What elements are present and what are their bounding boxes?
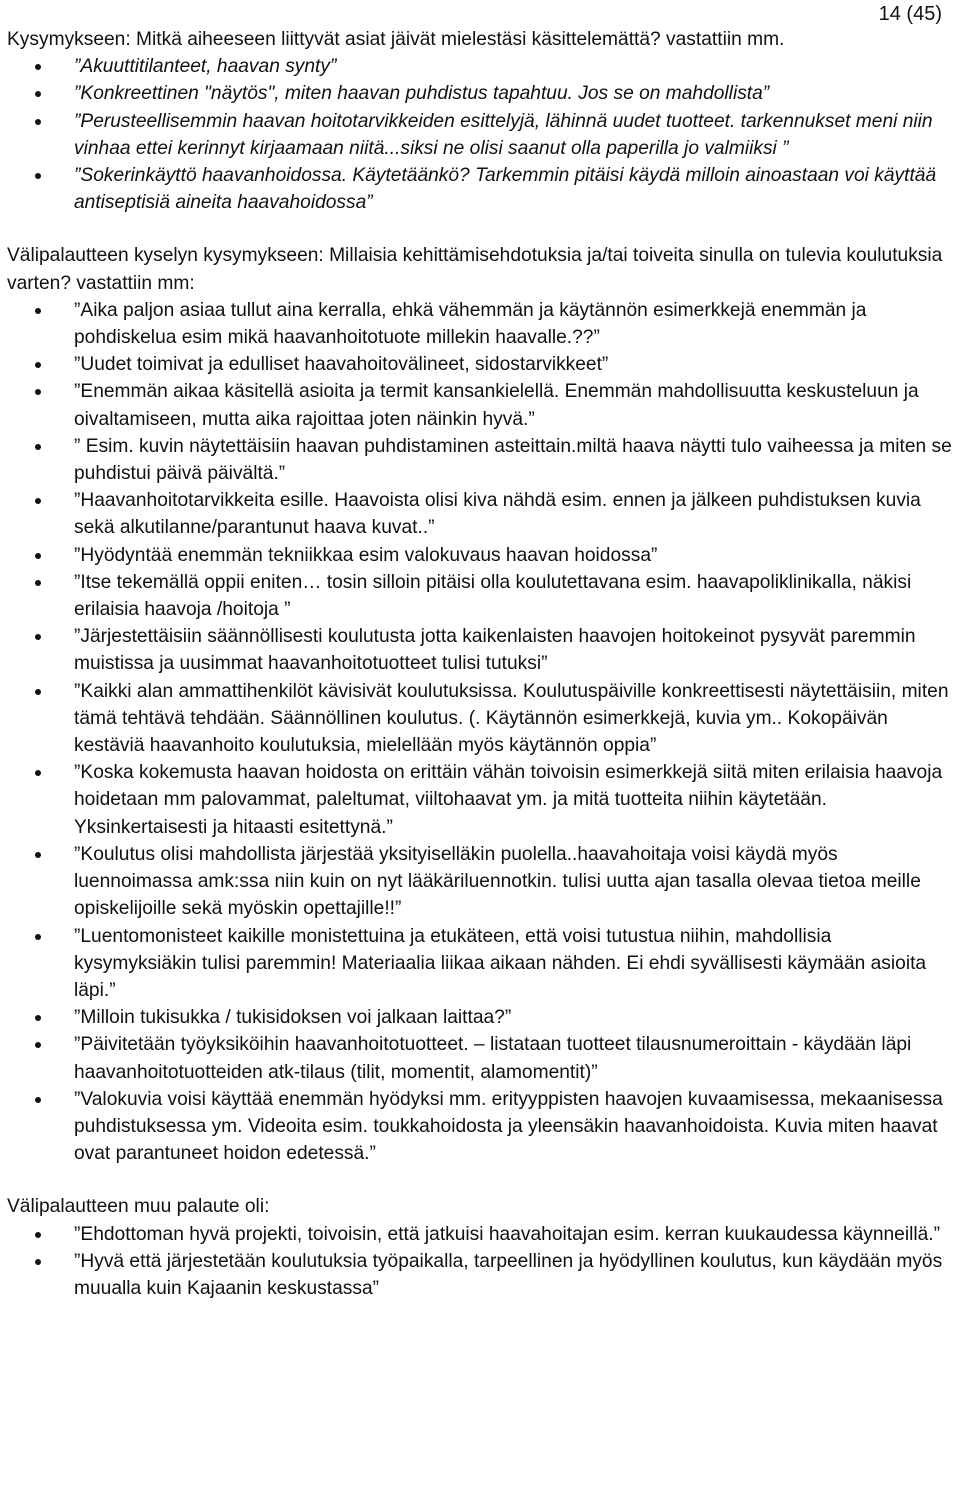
list-item xyxy=(7,841,955,923)
bullet-icon xyxy=(35,1232,41,1238)
list-item-text: ”Haavanhoitotarvikkeita esille. Haavoista olisi kiva nähdä esim. ennen ja jälkeen puhdistuksen kuvia sekä alkutilanne/parantunut haava kuvat..” xyxy=(74,490,921,539)
bullet-icon xyxy=(35,934,41,940)
list-item xyxy=(7,297,955,351)
list-item-text: ”Sokerinkäyttö haavanhoidossa. Käytetäänkö? Tarkemmin pitäisi käydä milloin ainoastaan voi käyttää antiseptisiä aineita haavahoidossa” xyxy=(74,165,937,214)
list-item xyxy=(7,1086,955,1168)
bullet-icon xyxy=(35,444,41,450)
list-item-text: ”Perusteellisemmin haavan hoitotarvikkeiden esittelyjä, lähinnä uudet tuotteet. tarkennukset meni niin vinhaa ettei kerinnyt kirjaamaan niitä...siksi ne olisi saanut olla paperilla jo valmiiksi ” xyxy=(74,110,933,159)
list-item xyxy=(7,378,955,432)
bullet-icon xyxy=(35,308,41,314)
bullet-icon xyxy=(35,634,41,640)
list-item-text: ”Päivitetään työyksiköihin haavanhoitotuotteet. – listataan tuotteet tilausnumeroittain - käydään läpi haavanhoitotuotteiden atk-tilaus (tilit, momentit, alamomentit)” xyxy=(74,1034,912,1083)
section-heading-development-suggestions: Välipalautteen kyselyn kysymykseen: Millaisia kehittämisehdotuksia ja/tai toiveita sinulla on tulevia koulutuksia varten? vastattiin mm: xyxy=(7,245,943,294)
bullet-list-other-feedback xyxy=(7,1221,955,1303)
section-spacer xyxy=(7,1167,955,1193)
list-item xyxy=(7,1004,955,1031)
bullet-icon xyxy=(35,173,41,179)
list-item-text: ”Koulutus olisi mahdollista järjestää yksityiselläkin puolella..haavahoitaja voisi käydä myös luennoimassa amk:ssa niin kuin on nyt lääkäriluennotkin. tulisi uutta ajan tasalla olevaa tietoa meille opiskelijoille sekä myöskin opettajille!!” xyxy=(74,843,921,920)
list-item-text: ”Järjestettäisiin säännöllisesti koulutusta jotta kaikenlaisten haavojen hoitokeinot pysyvät paremmin muistissa ja uusimmat haavanhoitotuotteet tulisi tutuksi” xyxy=(74,626,916,675)
bullet-icon xyxy=(35,553,41,559)
bullet-icon xyxy=(35,1259,41,1265)
bullet-icon xyxy=(35,580,41,586)
bullet-icon xyxy=(35,1042,41,1048)
list-item-text: ”Akuuttitilanteet, haavan synty” xyxy=(74,56,337,78)
list-item-text: ”Ehdottoman hyvä projekti, toivoisin, että jatkuisi haavahoitajan esim. kerran kuukaudessa käynneillä.” xyxy=(74,1223,941,1245)
list-item xyxy=(7,53,955,80)
list-item xyxy=(7,623,955,677)
list-item xyxy=(7,1221,955,1248)
list-item xyxy=(7,108,955,162)
section-spacer xyxy=(7,216,955,242)
bullet-icon xyxy=(35,770,41,776)
document-body xyxy=(7,26,955,1302)
page-number: 14 (45) xyxy=(878,3,942,25)
list-item xyxy=(7,351,955,378)
list-item xyxy=(7,80,955,107)
list-item xyxy=(7,569,955,623)
list-item-text: ”Hyödyntää enemmän tekniikkaa esim valokuvaus haavan hoidossa” xyxy=(74,544,658,566)
section-heading-unaddressed-topics: Kysymykseen: Mitkä aiheeseen liittyvät asiat jäivät mielestäsi käsittelemättä? vastattiin mm. xyxy=(7,29,785,50)
bullet-list-development-suggestions xyxy=(7,297,955,1168)
list-item xyxy=(7,923,955,1005)
list-item-text: ”Enemmän aikaa käsitellä asioita ja termit kansankielellä. Enemmän mahdollisuutta keskusteluun ja oivaltamiseen, mutta aika rajoittaa joten näinkin hyvä.” xyxy=(74,381,919,430)
list-item-text: ”Luentomonisteet kaikille monistettuina ja etukäteen, että voisi tutustua niihin, mahdollisia kysymyksiäkin tulisi paremmin! Materiaalia liikaa aikaan nähden. Ei ehdi syvällisesti käymään asioita läpi.” xyxy=(74,925,927,1001)
list-item-text: ”Valokuvia voisi käyttää enemmän hyödyksi mm. erityyppisten haavojen kuvaamisessa, mekaanisessa puhdistuksessa ym. Videoita esim. toukkahoidosta ja yleensäkin haavanhoidoista. Kuvia miten haavat ovat parantuneet hoidon edetessä.” xyxy=(74,1088,943,1165)
list-item-text: ”Uudet toimivat ja edulliset haavahoitovälineet, sidostarvikkeet” xyxy=(74,354,609,376)
list-item xyxy=(7,1248,955,1302)
list-item-text: ”Itse tekemällä oppii eniten… tosin silloin pitäisi olla koulutettavana esim. haavapoliklinikalla, näkisi erilaisia haavoja /hoitoja ” xyxy=(74,571,912,621)
list-item-text: ”Koska kokemusta haavan hoidosta on erittäin vähän toivoisin esimerkkejä siitä miten erilaisia haavoja hoidetaan mm palovammat, paleltumat, viiltohaavat ym. ja mitä tuotteita niihin käytetään. Yksinkertaisesti ja hitaasti esitettynä.” xyxy=(74,762,943,838)
section-heading-other-feedback: Välipalautteen muu palaute oli: xyxy=(7,1196,270,1218)
bullet-icon xyxy=(35,1097,41,1103)
bullet-list-unaddressed-topics xyxy=(7,53,955,216)
bullet-icon xyxy=(35,498,41,504)
list-item-text: ”Konkreettinen "näytös", miten haavan puhdistus tapahtuu. Jos se on mahdollista” xyxy=(74,83,770,105)
list-item xyxy=(7,162,955,216)
bullet-icon xyxy=(35,64,41,70)
bullet-icon xyxy=(35,689,41,695)
list-item xyxy=(7,542,955,569)
bullet-icon xyxy=(35,362,41,368)
list-item-text: ” Esim. kuvin näytettäisiin haavan puhdistaminen asteittain.miltä haava näytti tulo vaiheessa ja miten se puhdistui päivä päivältä.” xyxy=(74,435,952,485)
bullet-icon xyxy=(35,91,41,97)
list-item xyxy=(7,487,955,541)
bullet-icon xyxy=(35,1015,41,1021)
list-item-text: ”Kaikki alan ammattihenkilöt kävisivät koulutuksissa. Koulutuspäiville konkreettisesti näytettäisiin, miten tämä tehtävä tehdään. Säännöllinen koulutus. (. Käytännön esimerkkejä, kuvia ym.. Kokopäivän kestäviä haavanhoito koulutuksia, mielellään myös käytännön oppia” xyxy=(74,680,949,757)
bullet-icon xyxy=(35,389,41,395)
bullet-icon xyxy=(35,852,41,858)
list-item xyxy=(7,759,955,841)
list-item-text: ”Aika paljon asiaa tullut aina kerralla, ehkä vähemmän ja käytännön esimerkkejä enemmän ja pohdiskelua esim mikä haavanhoitotuote millekin haavalle.??” xyxy=(74,299,867,349)
list-item-text: ”Milloin tukisukka / tukisidoksen voi jalkaan laittaa?” xyxy=(74,1007,512,1029)
list-item xyxy=(7,433,955,487)
list-item xyxy=(7,678,955,760)
list-item xyxy=(7,1031,955,1085)
bullet-icon xyxy=(35,119,41,125)
list-item-text: ”Hyvä että järjestetään koulutuksia työpaikalla, tarpeellinen ja hyödyllinen koulutus, kun käydään myös muualla kuin Kajaanin keskustassa” xyxy=(74,1250,943,1299)
